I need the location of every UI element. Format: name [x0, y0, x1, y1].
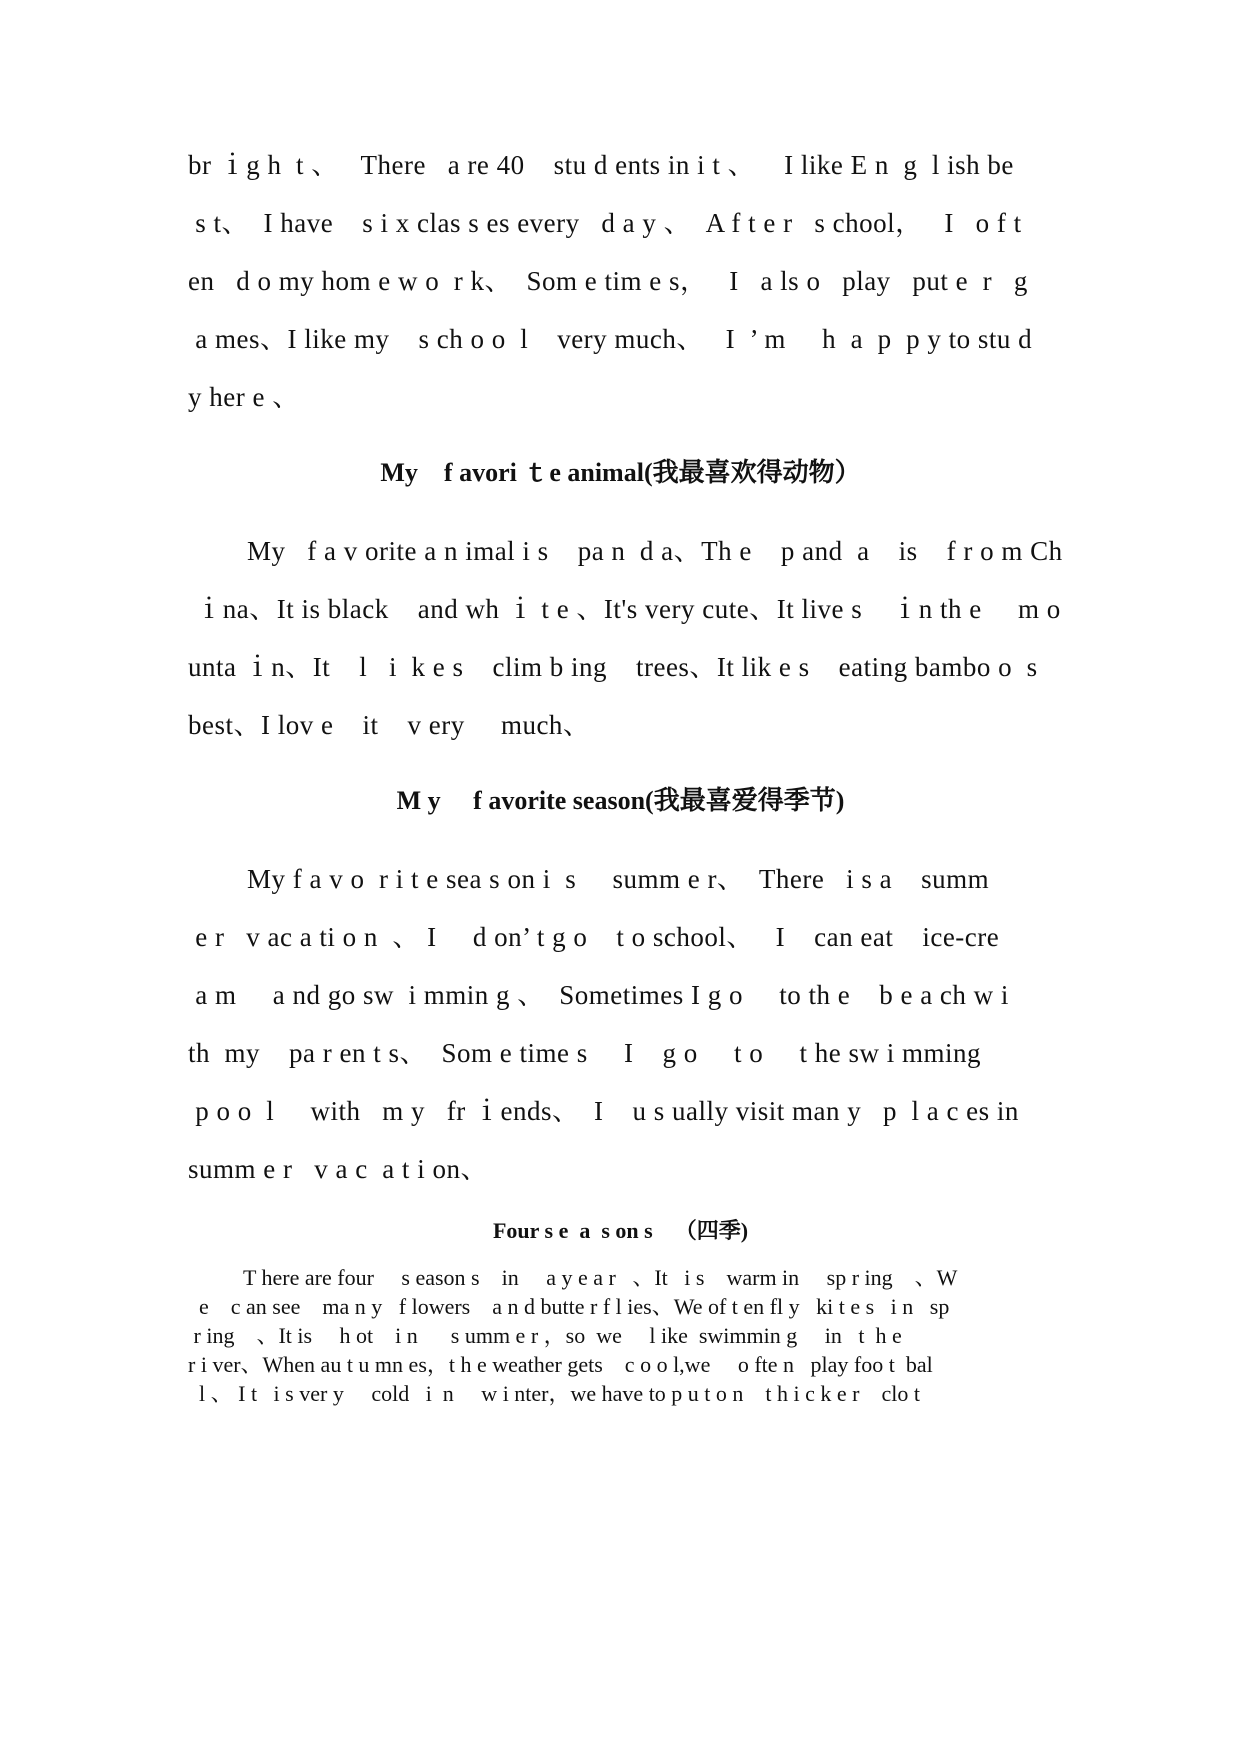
four-seasons-line-3: r ing 、It is h ot i n s umm e r ，so we l ike swimmin g in t h e	[188, 1323, 902, 1348]
season-line-3: a m a nd go sw i mmin g 、 Sometimes I g o to th e b e a ch w i	[188, 980, 1009, 1010]
animal-line-3: unta ｉn、It l i k e s clim b ing trees、It lik e s eating bambo o s	[188, 652, 1038, 682]
season-line-1: My f a v o r i t e sea s on i s summ e r、 There i s a summ	[247, 864, 990, 894]
four-seasons-line-1: T here are four s eason s in a y e a r 、It i s warm in sp r ing 、W	[243, 1265, 958, 1290]
animal-line-2: ｉna、It is black and wh ｉ t e 、It's very cute、It live s ｉn th e m o	[188, 594, 1061, 624]
school-line-1: br ｉg h t 、 There a re 40 stu d ents in i t 、 I like E n g l ish be	[188, 150, 1014, 180]
season-line-4: th my pa r en t s、 Som e time s I g o t o t he sw i mming	[188, 1038, 981, 1068]
animal-heading: My f avori ｔe animal(我最喜欢得动物）	[380, 458, 861, 487]
school-line-3: en d o my hom e w o r k、 Som e tim e s， I a ls o play put e r g	[188, 266, 1028, 296]
animal-line-1: My f a v orite a n imal i s pa n d a、Th e p and a is f r o m Ch	[247, 536, 1063, 566]
four-seasons-line-2: e c an see ma n y f lowers a n d butte r f l ies、We of t en fl y ki t e s i n sp	[188, 1294, 950, 1319]
season-heading: M y f avorite season(我最喜爱得季节)	[396, 786, 845, 815]
animal-line-4: best、I lov e it v ery much、	[188, 710, 591, 740]
school-line-2: s t、 I have s i x clas s es every d a y 、 A f t e r s chool， I o f t	[188, 208, 1022, 238]
season-line-5: p o o l with m y fr ｉends、 I u s ually visit man y p l a c es in	[188, 1096, 1019, 1126]
four-seasons-line-5: l 、 I t i s ver y cold i n w i nter，we have to p u t o n t h i c k e r clo t	[188, 1381, 920, 1406]
school-line-4: a mes、I like my s ch o o l very much、 I ’ m h a p p y to stu d	[188, 324, 1033, 354]
four-seasons-line-4: r i ver、When au t u mn es，t h e weather gets c o o l,we o fte n play foo t bal	[188, 1352, 933, 1377]
season-line-6: summ e r v a c a t i on、	[188, 1154, 488, 1184]
four-seasons-heading: Four s e a s on s （四季)	[492, 1218, 749, 1243]
season-line-2: e r v ac a ti o n 、 I d on’ t g o t o school、 I can eat ice-cre	[188, 922, 1000, 952]
school-line-5: y her e 、	[188, 382, 300, 412]
